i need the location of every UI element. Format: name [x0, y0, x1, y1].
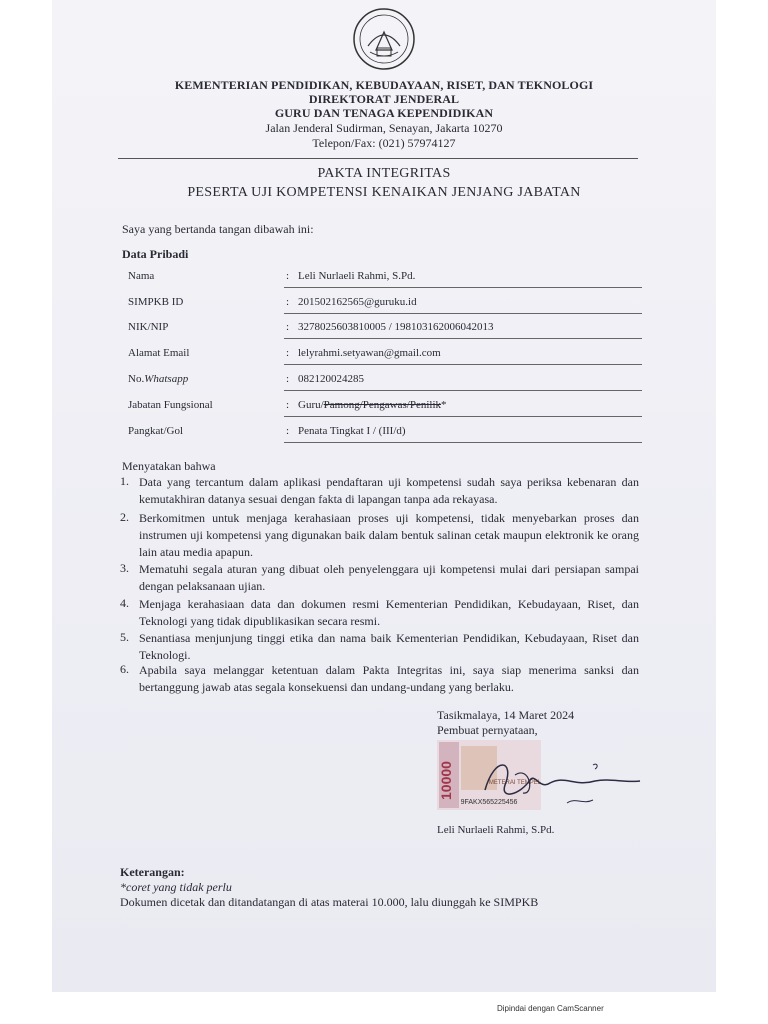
field-label-simpkb: SIMPKB ID — [128, 296, 184, 308]
ministry-name: KEMENTERIAN PENDIDIKAN, KEBUDAYAAN, RISET, DAN TEKNOLOGI — [174, 78, 594, 92]
division-name: GURU DAN TENAGA KEPENDIDIKAN — [274, 106, 494, 120]
list-item: Data yang tercantum dalam aplikasi pendaftaran uji kompetensi sudah saya periksa kebenaran dan kemutakhiran datanya sesuai dengan fakta di lapangan tanpa ada rekayasa. — [139, 475, 639, 506]
field-underline — [284, 442, 642, 443]
field-colon: : — [286, 425, 290, 437]
ministry-phone: Telepon/Fax: (021) 57974127 — [312, 136, 456, 150]
field-colon: : — [286, 347, 290, 359]
field-underline — [284, 287, 642, 288]
notes-title: Keterangan: — [120, 865, 185, 879]
header-divider — [118, 158, 638, 159]
field-underline — [284, 390, 642, 391]
document-title: PAKTA INTEGRITAS — [317, 166, 451, 181]
list-item: Apabila saya melanggar ketentuan dalam Pakta Integritas ini, saya siap menerima sanksi dan bertanggung jawab atas segala konsekuensi dan undang-undang yang berlaku. — [139, 663, 639, 694]
list-item-number: 2. — [120, 510, 129, 524]
field-label-nama: Nama — [128, 270, 155, 282]
field-value-nik: 3278025603810005 / 198103162006042013 — [298, 321, 494, 333]
list-item: Menjaga kerahasiaan data dan dokumen resmi Kementerian Pendidikan, Kebudayaan, Riset, dan Teknologi yang tidak dipublikasikan secara resmi. — [139, 597, 639, 628]
place-date: Tasikmalaya, 14 Maret 2024 — [437, 708, 575, 722]
list-item-number: 6. — [120, 662, 129, 676]
directorate-name: DIREKTORAT JENDERAL — [308, 92, 460, 106]
field-value-simpkb: 201502162565@guruku.id — [298, 296, 417, 308]
document-subtitle: PESERTA UJI KOMPETENSI KENAIKAN JENJANG JABATAN — [187, 185, 581, 200]
list-item-number: 3. — [120, 561, 129, 575]
notes-line-1: *coret yang tidak perlu — [120, 880, 232, 894]
field-value-nama: Leli Nurlaeli Rahmi, S.Pd. — [298, 270, 416, 282]
field-colon: : — [286, 270, 290, 282]
signatory-role: Pembuat pernyataan, — [437, 723, 538, 737]
field-value-whatsapp: 082120024285 — [298, 373, 364, 385]
field-value-pangkat: Penata Tingkat I / (III/d) — [298, 425, 406, 437]
statement-intro: Menyatakan bahwa — [122, 459, 216, 473]
svg-text:9FAKX565225456: 9FAKX565225456 — [460, 799, 518, 806]
field-label-nik: NIK/NIP — [128, 321, 169, 333]
field-colon: : — [286, 321, 290, 333]
svg-text:METERAI TEMPEL: METERAI TEMPEL — [488, 780, 541, 786]
notes-line-2: Dokumen dicetak dan ditandatangan di atas materai 10.000, lalu diunggah ke SIMPKB — [120, 895, 539, 909]
field-label-jabatan: Jabatan Fungsional — [128, 399, 213, 411]
list-item: Mematuhi segala aturan yang dibuat oleh penyelenggara uji kompetensi mulai dari persiapan sampai dengan pelaksanaan ujian. — [139, 562, 639, 593]
scanner-watermark: Dipindai dengan CamScanner — [497, 1004, 604, 1013]
ministry-address: Jalan Jenderal Sudirman, Senayan, Jakarta 10270 — [265, 121, 503, 135]
list-item-number: 4. — [120, 596, 129, 610]
field-colon: : — [286, 373, 290, 385]
field-value-jabatan: Guru/Pamong/Pengawas/Penilik* — [298, 399, 447, 411]
intro-text: Saya yang bertanda tangan dibawah ini: — [122, 222, 314, 236]
field-label-email: Alamat Email — [128, 347, 190, 359]
field-label-whatsapp: No.Whatsapp — [128, 373, 189, 385]
field-value-email: lelyrahmi.setyawan@gmail.com — [298, 347, 441, 359]
tut-wuri-handayani-logo — [348, 6, 420, 72]
field-underline — [284, 338, 642, 339]
list-item: Berkomitmen untuk menjaga kerahasiaan proses uji kompetensi, tidak menyebarkan proses dan instrumen uji kompetensi yang digunakan baik dalam bentuk salinan cetak maupun elektronik ke orang lain atau media apapun. — [139, 511, 639, 559]
field-underline — [284, 416, 642, 417]
list-item-number: 1. — [120, 474, 129, 488]
svg-text:10000: 10000 — [438, 761, 454, 800]
signatory-name: Leli Nurlaeli Rahmi, S.Pd. — [437, 824, 555, 836]
field-underline — [284, 313, 642, 314]
field-colon: : — [286, 399, 290, 411]
handwritten-signature — [475, 745, 645, 815]
field-colon: : — [286, 296, 290, 308]
field-underline — [284, 364, 642, 365]
data-section-title: Data Pribadi — [122, 247, 189, 261]
list-item: Senantiasa menjunjung tinggi etika dan nama baik Kementerian Pendidikan, Kebudayaan, Riset dan Teknologi. — [139, 631, 639, 662]
list-item-number: 5. — [120, 630, 129, 644]
field-label-pangkat: Pangkat/Gol — [128, 425, 183, 437]
